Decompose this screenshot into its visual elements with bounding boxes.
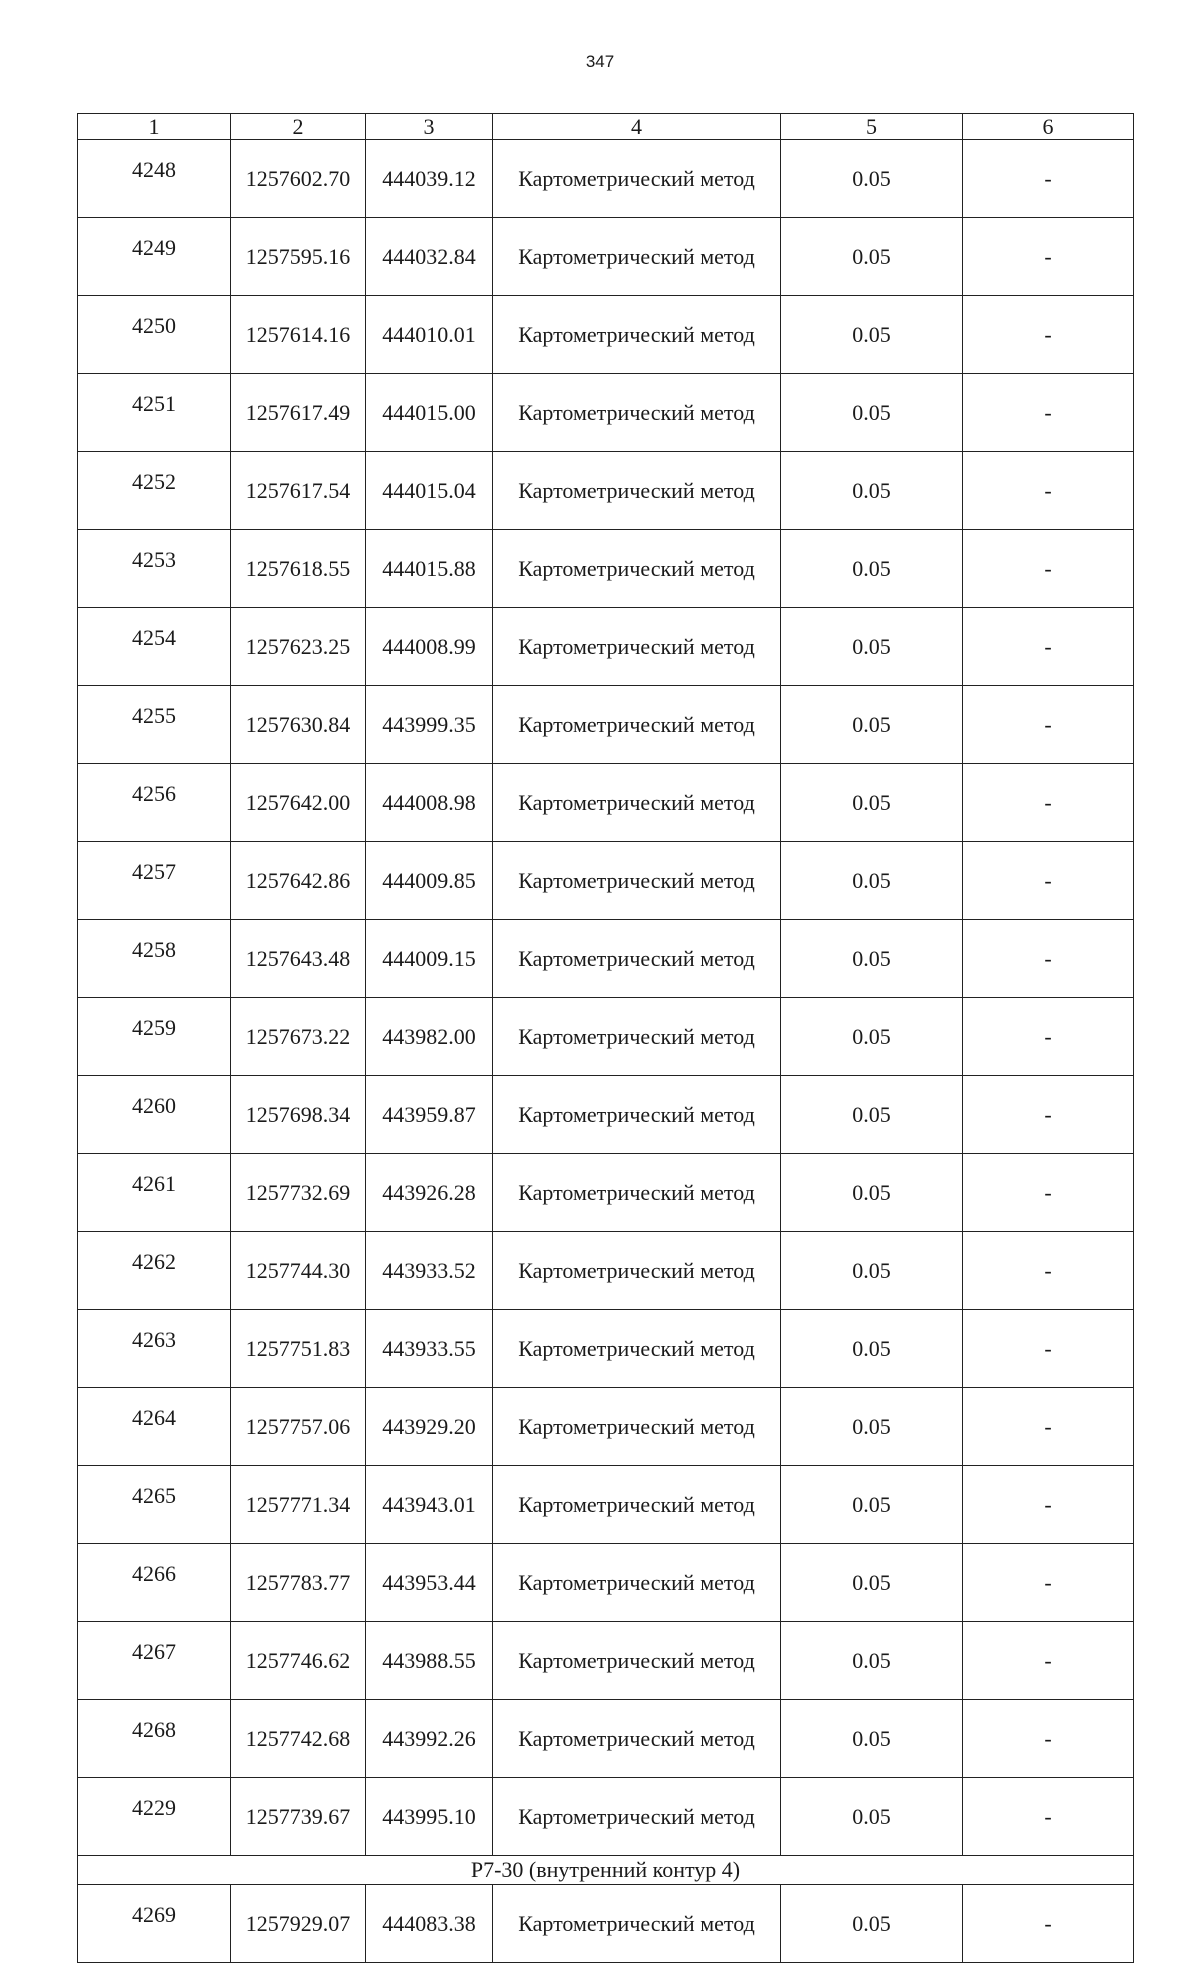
coord-x-cell: 1257602.70	[231, 140, 366, 218]
method-cell: Картометрический метод	[493, 452, 781, 530]
accuracy-cell: 0.05	[781, 764, 963, 842]
note-cell: -	[963, 920, 1134, 998]
column-header: 4	[493, 114, 781, 140]
method-cell: Картометрический метод	[493, 1388, 781, 1466]
method-cell: Картометрический метод	[493, 1154, 781, 1232]
method-cell: Картометрический метод	[493, 1076, 781, 1154]
point-number-cell: 4253	[78, 530, 231, 608]
coord-y-cell: 443933.55	[366, 1310, 493, 1388]
point-number-cell: 4259	[78, 998, 231, 1076]
coord-x-cell: 1257673.22	[231, 998, 366, 1076]
note-cell: -	[963, 1544, 1134, 1622]
point-number-cell: 4258	[78, 920, 231, 998]
point-number-cell: 4260	[78, 1076, 231, 1154]
accuracy-cell: 0.05	[781, 1154, 963, 1232]
accuracy-cell: 0.05	[781, 140, 963, 218]
accuracy-cell: 0.05	[781, 218, 963, 296]
coord-y-cell: 443995.10	[366, 1778, 493, 1856]
table-row	[78, 686, 1134, 764]
method-cell: Картометрический метод	[493, 1466, 781, 1544]
method-cell: Картометрический метод	[493, 1232, 781, 1310]
accuracy-cell: 0.05	[781, 686, 963, 764]
coord-y-cell: 444008.98	[366, 764, 493, 842]
note-cell: -	[963, 296, 1134, 374]
point-number-cell: 4249	[78, 218, 231, 296]
method-cell: Картометрический метод	[493, 530, 781, 608]
method-cell: Картометрический метод	[493, 764, 781, 842]
table-row	[78, 1232, 1134, 1310]
method-cell: Картометрический метод	[493, 998, 781, 1076]
coord-y-cell: 444039.12	[366, 140, 493, 218]
accuracy-cell: 0.05	[781, 1232, 963, 1310]
note-cell: -	[963, 998, 1134, 1076]
table-row	[78, 1154, 1134, 1232]
table-row	[78, 1885, 1134, 1963]
accuracy-cell: 0.05	[781, 1778, 963, 1856]
table-row	[78, 1700, 1134, 1778]
coord-x-cell: 1257630.84	[231, 686, 366, 764]
table-row	[78, 920, 1134, 998]
note-cell: -	[963, 1466, 1134, 1544]
coord-y-cell: 443959.87	[366, 1076, 493, 1154]
note-cell: -	[963, 1622, 1134, 1700]
point-number-cell: 4229	[78, 1778, 231, 1856]
coord-x-cell: 1257929.07	[231, 1885, 366, 1963]
accuracy-cell: 0.05	[781, 452, 963, 530]
point-number-cell: 4261	[78, 1154, 231, 1232]
point-number-cell: 4251	[78, 374, 231, 452]
table-row	[78, 842, 1134, 920]
coord-y-cell: 444008.99	[366, 608, 493, 686]
point-number-cell: 4248	[78, 140, 231, 218]
coord-y-cell: 443999.35	[366, 686, 493, 764]
accuracy-cell: 0.05	[781, 608, 963, 686]
table-row	[78, 1622, 1134, 1700]
point-number-cell: 4264	[78, 1388, 231, 1466]
table-row	[78, 530, 1134, 608]
note-cell: -	[963, 1885, 1134, 1963]
point-number-cell: 4257	[78, 842, 231, 920]
column-header: 5	[781, 114, 963, 140]
coord-x-cell: 1257732.69	[231, 1154, 366, 1232]
column-header: 6	[963, 114, 1134, 140]
method-cell: Картометрический метод	[493, 686, 781, 764]
point-number-cell: 4265	[78, 1466, 231, 1544]
table-row	[78, 374, 1134, 452]
table-row	[78, 218, 1134, 296]
accuracy-cell: 0.05	[781, 1076, 963, 1154]
coord-y-cell: 444032.84	[366, 218, 493, 296]
method-cell: Картометрический метод	[493, 1778, 781, 1856]
coord-x-cell: 1257623.25	[231, 608, 366, 686]
table-row	[78, 608, 1134, 686]
accuracy-cell: 0.05	[781, 374, 963, 452]
note-cell: -	[963, 452, 1134, 530]
coord-x-cell: 1257746.62	[231, 1622, 366, 1700]
coord-y-cell: 443933.52	[366, 1232, 493, 1310]
method-cell: Картометрический метод	[493, 140, 781, 218]
table-row	[78, 1466, 1134, 1544]
accuracy-cell: 0.05	[781, 920, 963, 998]
coord-y-cell: 444015.00	[366, 374, 493, 452]
table-body-main	[78, 140, 1134, 1856]
note-cell: -	[963, 842, 1134, 920]
note-cell: -	[963, 608, 1134, 686]
coord-y-cell: 444015.88	[366, 530, 493, 608]
table-body-contour	[78, 1885, 1134, 1963]
point-number-cell: 4254	[78, 608, 231, 686]
method-cell: Картометрический метод	[493, 1544, 781, 1622]
coord-x-cell: 1257617.54	[231, 452, 366, 530]
table-row	[78, 452, 1134, 530]
note-cell: -	[963, 218, 1134, 296]
note-cell: -	[963, 1154, 1134, 1232]
point-number-cell: 4256	[78, 764, 231, 842]
coord-y-cell: 444015.04	[366, 452, 493, 530]
coord-x-cell: 1257595.16	[231, 218, 366, 296]
coord-y-cell: 443926.28	[366, 1154, 493, 1232]
coord-x-cell: 1257617.49	[231, 374, 366, 452]
accuracy-cell: 0.05	[781, 842, 963, 920]
accuracy-cell: 0.05	[781, 1388, 963, 1466]
point-number-cell: 4250	[78, 296, 231, 374]
method-cell: Картометрический метод	[493, 218, 781, 296]
note-cell: -	[963, 1232, 1134, 1310]
coord-x-cell: 1257614.16	[231, 296, 366, 374]
method-cell: Картометрический метод	[493, 608, 781, 686]
accuracy-cell: 0.05	[781, 1310, 963, 1388]
coord-x-cell: 1257742.68	[231, 1700, 366, 1778]
section-row	[78, 1856, 1134, 1885]
note-cell: -	[963, 374, 1134, 452]
coord-x-cell: 1257643.48	[231, 920, 366, 998]
coord-y-cell: 443953.44	[366, 1544, 493, 1622]
coord-x-cell: 1257771.34	[231, 1466, 366, 1544]
point-number-cell: 4255	[78, 686, 231, 764]
coord-x-cell: 1257757.06	[231, 1388, 366, 1466]
coord-x-cell: 1257783.77	[231, 1544, 366, 1622]
table-row	[78, 1778, 1134, 1856]
coord-y-cell: 443988.55	[366, 1622, 493, 1700]
column-header: 3	[366, 114, 493, 140]
table-row	[78, 140, 1134, 218]
accuracy-cell: 0.05	[781, 1544, 963, 1622]
table-body-section	[78, 1856, 1134, 1885]
accuracy-cell: 0.05	[781, 1466, 963, 1544]
coord-x-cell: 1257739.67	[231, 1778, 366, 1856]
coord-x-cell: 1257698.34	[231, 1076, 366, 1154]
column-header: 1	[78, 114, 231, 140]
table-row	[78, 998, 1134, 1076]
section-title: Р7-30 (внутренний контур 4)	[78, 1856, 1134, 1885]
accuracy-cell: 0.05	[781, 1700, 963, 1778]
page-number: 347	[585, 52, 615, 71]
note-cell: -	[963, 1076, 1134, 1154]
method-cell: Картометрический метод	[493, 1700, 781, 1778]
coord-y-cell: 444083.38	[366, 1885, 493, 1963]
table-row	[78, 296, 1134, 374]
point-number-cell: 4262	[78, 1232, 231, 1310]
accuracy-cell: 0.05	[781, 1622, 963, 1700]
point-number-cell: 4252	[78, 452, 231, 530]
coord-y-cell: 443982.00	[366, 998, 493, 1076]
accuracy-cell: 0.05	[781, 296, 963, 374]
method-cell: Картометрический метод	[493, 1622, 781, 1700]
note-cell: -	[963, 1388, 1134, 1466]
coord-y-cell: 444009.15	[366, 920, 493, 998]
accuracy-cell: 0.05	[781, 530, 963, 608]
column-header: 2	[231, 114, 366, 140]
coord-y-cell: 444009.85	[366, 842, 493, 920]
table-row	[78, 1310, 1134, 1388]
note-cell: -	[963, 1310, 1134, 1388]
note-cell: -	[963, 530, 1134, 608]
method-cell: Картометрический метод	[493, 374, 781, 452]
coord-x-cell: 1257642.86	[231, 842, 366, 920]
point-number-cell: 4268	[78, 1700, 231, 1778]
note-cell: -	[963, 764, 1134, 842]
coord-y-cell: 444010.01	[366, 296, 493, 374]
coord-x-cell: 1257642.00	[231, 764, 366, 842]
table-row	[78, 1544, 1134, 1622]
coord-x-cell: 1257744.30	[231, 1232, 366, 1310]
coord-x-cell: 1257618.55	[231, 530, 366, 608]
coordinates-table	[77, 113, 1134, 1963]
note-cell: -	[963, 140, 1134, 218]
note-cell: -	[963, 1778, 1134, 1856]
method-cell: Картометрический метод	[493, 296, 781, 374]
accuracy-cell: 0.05	[781, 998, 963, 1076]
note-cell: -	[963, 1700, 1134, 1778]
point-number-cell: 4266	[78, 1544, 231, 1622]
table-row	[78, 1076, 1134, 1154]
method-cell: Картометрический метод	[493, 1310, 781, 1388]
coord-y-cell: 443929.20	[366, 1388, 493, 1466]
table-row	[78, 1388, 1134, 1466]
table-row	[78, 764, 1134, 842]
accuracy-cell: 0.05	[781, 1885, 963, 1963]
header-row	[78, 114, 1134, 140]
note-cell: -	[963, 686, 1134, 764]
coord-y-cell: 443992.26	[366, 1700, 493, 1778]
point-number-cell: 4269	[78, 1885, 231, 1963]
method-cell: Картометрический метод	[493, 1885, 781, 1963]
method-cell: Картометрический метод	[493, 842, 781, 920]
coord-y-cell: 443943.01	[366, 1466, 493, 1544]
point-number-cell: 4267	[78, 1622, 231, 1700]
point-number-cell: 4263	[78, 1310, 231, 1388]
method-cell: Картометрический метод	[493, 920, 781, 998]
coord-x-cell: 1257751.83	[231, 1310, 366, 1388]
